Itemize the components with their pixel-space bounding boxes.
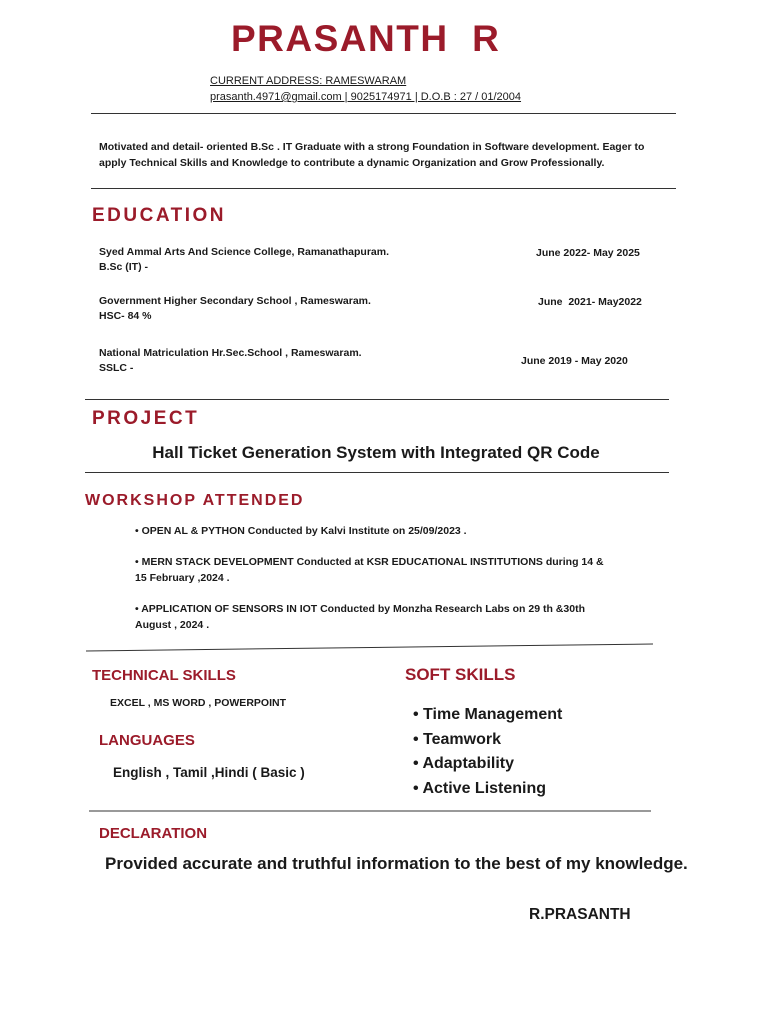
education-detail: B.Sc (IT) - bbox=[99, 261, 148, 273]
soft-skill-item: • Time Management bbox=[413, 706, 563, 723]
workshop-item-2: • MERN STACK DEVELOPMENT Conducted at KSR EDUCATIONAL INSTITUTIONS during 14 & 15 February ,2024 . bbox=[135, 556, 604, 584]
declaration-text: Provided accurate and truthful information to the best of my knowledge. bbox=[105, 854, 688, 873]
education-detail: SSLC - bbox=[99, 362, 134, 374]
technical-skills-heading: TECHNICAL SKILLS bbox=[92, 667, 236, 684]
soft-skill-item: • Active Listening bbox=[413, 779, 547, 797]
education-institution: National Matriculation Hr.Sec.School , Rameswaram. bbox=[99, 347, 362, 359]
current-address: CURRENT ADDRESS: RAMESWARAM bbox=[210, 75, 407, 87]
workshop-item-3: • APPLICATION OF SENSORS IN IOT Conducted by Monzha Research Labs on 29 th &30th August , 2024 . bbox=[135, 603, 585, 631]
workshop-heading: WORKSHOP ATTENDED bbox=[85, 492, 305, 509]
education-heading: EDUCATION bbox=[92, 205, 227, 226]
education-detail: HSC- 84 % bbox=[99, 310, 152, 322]
divider-workshop bbox=[86, 644, 653, 651]
declaration-heading: DECLARATION bbox=[99, 825, 208, 842]
education-dates: June 2021- May2022 bbox=[538, 296, 642, 308]
languages-list: English , Tamil ,Hindi ( Basic ) bbox=[113, 765, 305, 780]
education-dates: June 2019 - May 2020 bbox=[521, 355, 628, 367]
project-title: Hall Ticket Generation System with Integrated QR Code bbox=[152, 443, 600, 462]
languages-heading: LANGUAGES bbox=[99, 732, 195, 749]
soft-skill-item: • Adaptability bbox=[413, 755, 515, 772]
soft-skill-item: • Teamwork bbox=[413, 730, 501, 748]
soft-skills-list bbox=[413, 703, 562, 801]
education-dates: June 2022- May 2025 bbox=[536, 247, 640, 259]
project-heading: PROJECT bbox=[92, 408, 200, 429]
signature-name: R.PRASANTH bbox=[529, 906, 631, 923]
education-institution: Government Higher Secondary School , Rameswaram. bbox=[99, 295, 371, 307]
soft-skills-heading: SOFT SKILLS bbox=[405, 665, 516, 684]
education-institution: Syed Ammal Arts And Science College, Ramanathapuram. bbox=[99, 246, 390, 258]
candidate-name: PRASANTH R bbox=[231, 18, 501, 59]
workshop-item-1: • OPEN AL & PYTHON Conducted by Kalvi Institute on 25/09/2023 . bbox=[135, 525, 467, 537]
technical-skills-list: EXCEL , MS WORD , POWERPOINT bbox=[110, 697, 286, 709]
contact-info: prasanth.4971@gmail.com | 9025174971 | D.O.B : 27 / 01/2004 bbox=[210, 91, 522, 103]
profile-summary: Motivated and detail- oriented B.Sc . IT Graduate with a strong Foundation in Software development. Eager to apply Technical Skills and Knowledge to contribute a dynamic Organization and Grow Professionally. bbox=[99, 141, 645, 169]
